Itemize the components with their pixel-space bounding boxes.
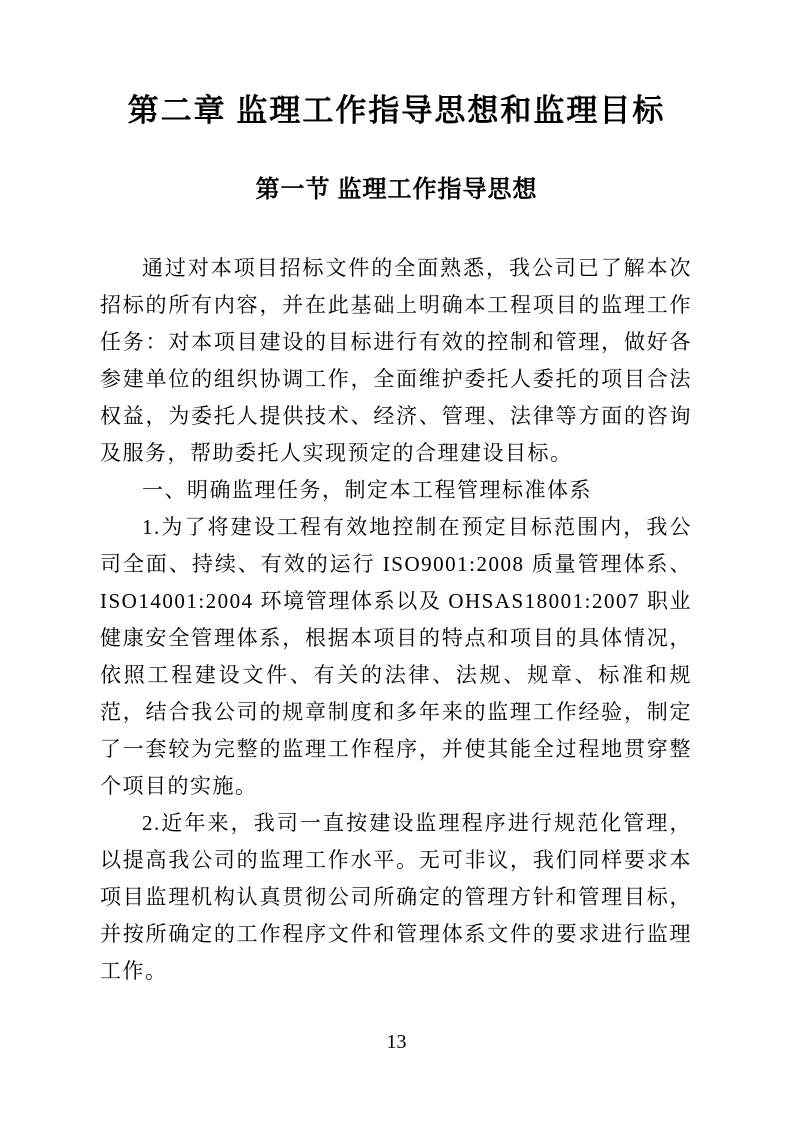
- paragraph-item-1: 1.为了将建设工程有效地控制在预定目标范围内，我公司全面、持续、有效的运行 ISO9001:2008 质量管理体系、ISO14001:2004 环境管理体系以及 OHSAS18001:2007 职业健康安全管理体系，根据本项目的特点和项目的具体情况，依照工程建设文件、有关的法律、法规、规章、标准和规范，结合我公司的规章制度和多年来的监理工作经验，制定了一套较为完整的监理工作程序，并使其能全过程地贯穿整个项目的实施。: [100, 515, 692, 798]
- paragraph-intro: 通过对本项目招标文件的全面熟悉，我公司已了解本次招标的所有内容，并在此基础上明确本工程项目的监理工作任务：对本项目建设的目标进行有效的控制和管理，做好各参建单位的组织协调工作，全面维护委托人委托的项目合法权益，为委托人提供技术、经济、管理、法律等方面的咨询及服务，帮助委托人实现预定的合理建设目标。: [100, 256, 692, 465]
- chapter-title: 第二章 监理工作指导思想和监理目标: [127, 93, 666, 128]
- section-title: 第一节 监理工作指导思想: [255, 177, 538, 203]
- document-body: [100, 250, 692, 990]
- page-number: 13: [386, 1031, 407, 1053]
- paragraph-item-2: 2.近年来，我司一直按建设监理程序进行规范化管理，以提高我公司的监理工作水平。无可非议，我们同样要求本项目监理机构认真贯彻公司所确定的管理方针和管理目标，并按所确定的工作程序文件和管理体系文件的要求进行监理工作。: [100, 811, 692, 983]
- list-heading-one: 一、明确监理任务，制定本工程管理标准体系: [142, 478, 592, 502]
